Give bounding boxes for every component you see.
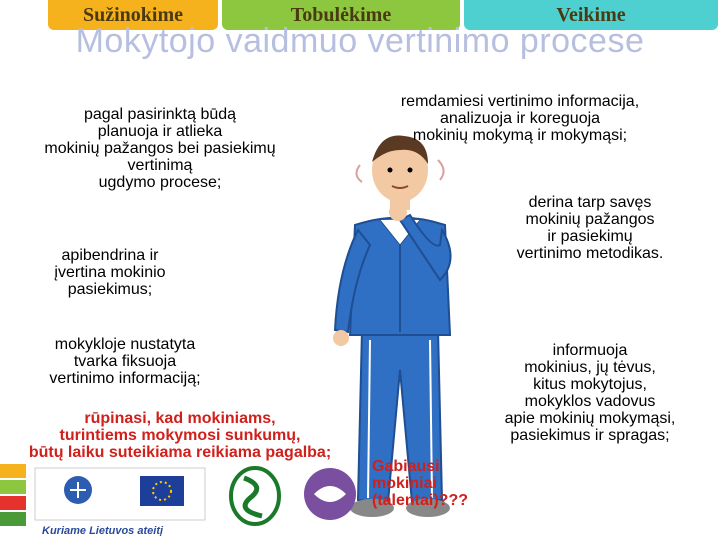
tab-veikime[interactable]: Veikime xyxy=(464,0,718,30)
text-line: apie mokinių mokymąsi, xyxy=(504,410,676,427)
text-line: būtų laiku suteikiama reikiama pagalba; xyxy=(28,444,332,461)
text-line: ir pasiekimų xyxy=(547,228,633,245)
text-line: mokinius, jų tėvus, xyxy=(524,359,656,376)
text-line: pasiekimus ir spragas; xyxy=(510,427,670,444)
strip-dark-green xyxy=(0,512,26,526)
text-line: derina tarp savęs xyxy=(528,194,652,211)
text-line: rūpinasi, kad mokiniams, xyxy=(84,410,276,427)
esf-caption: Kuriame Lietuvos ateitį xyxy=(42,525,164,536)
text-line: (talentai)??? xyxy=(372,492,468,509)
text-line: mokinių pažangos xyxy=(525,211,655,228)
right-item-2 xyxy=(500,194,680,262)
text-line: remdamiesi vertinimo informacija, xyxy=(400,93,640,110)
right-item-3 xyxy=(480,342,700,444)
text-line: ugdymo procese; xyxy=(98,174,222,191)
emblem-logo xyxy=(231,468,279,524)
right-item-1 xyxy=(360,93,680,144)
strip-red xyxy=(0,496,26,510)
left-item-2 xyxy=(20,247,200,298)
text-line: vertinimo metodikas. xyxy=(516,245,664,262)
text-line: mokyklos vadovus xyxy=(524,393,656,410)
strip-green xyxy=(0,480,26,494)
left-item-1 xyxy=(10,106,310,191)
circle-logo xyxy=(304,468,356,520)
text-line: mokykloje nustatyta xyxy=(54,336,196,353)
esf-logo xyxy=(35,468,205,520)
text-line: mokinių pažangos bei pasiekimų xyxy=(44,140,276,157)
text-line: turintiems mokymosi sunkumų, xyxy=(59,427,301,444)
text-line: informuoja xyxy=(552,342,628,359)
tab-tobulekime[interactable]: Tobulėkime xyxy=(222,0,460,30)
text-line: pasiekimus; xyxy=(67,281,153,298)
text-line: planuoja ir atlieka xyxy=(97,123,223,140)
text-line: mokiniai xyxy=(372,475,437,492)
text-line: analizuoja ir koreguoja xyxy=(439,110,601,127)
page-title: Mokytojo vaidmuo vertinimo procese xyxy=(75,22,645,60)
text-line: įvertina mokinio xyxy=(54,264,166,281)
text-line: tvarka fiksuoja xyxy=(73,353,177,370)
text-line: Gabiausi xyxy=(372,458,440,475)
text-line: kitus mokytojus, xyxy=(533,376,647,393)
text-line: mokinių mokymą ir mokymąsi; xyxy=(412,127,628,144)
text-line: vertinimo informaciją; xyxy=(49,370,201,387)
left-item-3 xyxy=(20,336,230,387)
logos-panel xyxy=(30,464,390,536)
text-line: vertinimą xyxy=(127,157,193,174)
strip-yellow xyxy=(0,464,26,478)
gifted-students-note xyxy=(372,458,492,509)
tab-suzinokime[interactable]: Sužinokime xyxy=(48,0,218,30)
text-line: pagal pasirinktą būdą xyxy=(83,106,237,123)
text-line: apibendrina ir xyxy=(61,247,159,264)
